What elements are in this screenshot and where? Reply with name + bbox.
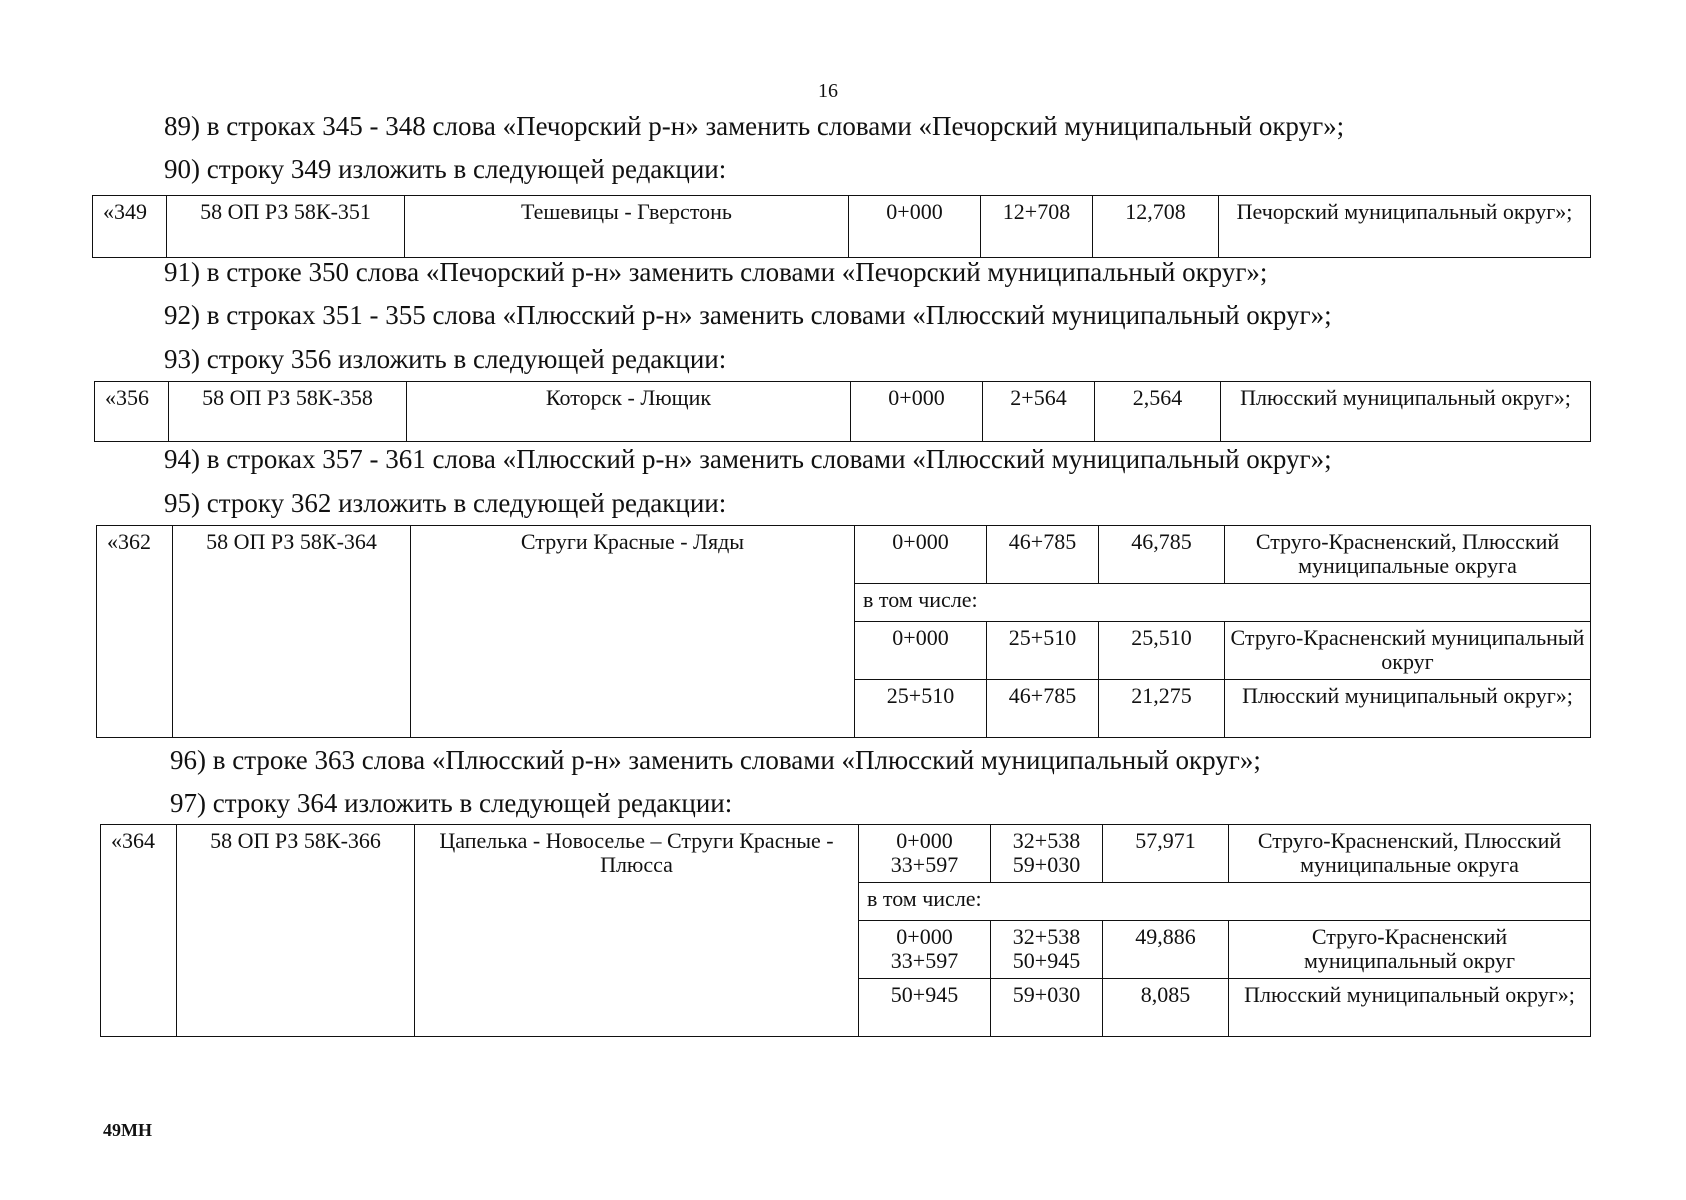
length-km: 2,564 [1095, 382, 1221, 442]
road-code: 58 ОП РЗ 58К-366 [177, 825, 415, 1037]
start-km: 0+000 [851, 382, 983, 442]
end-km: 12+708 [981, 196, 1093, 258]
start-km: 0+000 [855, 526, 987, 584]
paragraph-95: 95) строку 362 изложить в следующей редакции: [164, 488, 727, 518]
end-km: 46+785 [987, 526, 1099, 584]
paragraph-93: 93) строку 356 изложить в следующей редакции: [164, 344, 727, 374]
paragraph-89: 89) в строках 345 - 348 слова «Печорский р-н» заменить словами «Печорский муниципальный округ»; [164, 111, 1345, 141]
road-code: 58 ОП РЗ 58К-351 [167, 196, 405, 258]
road-code: 58 ОП РЗ 58К-364 [173, 526, 411, 738]
road-name: Струги Красные - Ляды [411, 526, 855, 738]
sub-start-km [859, 979, 991, 1037]
start-km-line-1: 0+000 [896, 828, 953, 853]
end-km-line-2: 59+030 [1012, 852, 1081, 877]
length-km: 12,708 [1093, 196, 1219, 258]
district: Струго-Красненский, Плюсский муниципальные округа [1229, 825, 1591, 883]
row-number: «364 [101, 825, 177, 1037]
table-row-364 [100, 824, 1591, 1037]
road-name: Которск - Лющик [407, 382, 851, 442]
start-km [859, 825, 991, 883]
table-row-349 [92, 195, 1591, 258]
sub-end-km [991, 921, 1103, 979]
sub-start-km-line-1: 50+945 [890, 982, 959, 1007]
road-name: Цапелька - Новоселье – Струги Красные - Плюсса [415, 825, 859, 1037]
paragraph-92: 92) в строках 351 - 355 слова «Плюсский р-н» заменить словами «Плюсский муниципальный округ»; [164, 300, 1332, 330]
sub-end-km-line-1: 32+538 [1012, 924, 1081, 949]
sub-district: Плюсский муниципальный округ»; [1225, 680, 1591, 738]
row-number: «349 [93, 196, 167, 258]
sub-district: Струго-Красненский муниципальный округ [1225, 622, 1591, 680]
sub-start-km-line-1: 0+000 [896, 924, 953, 949]
end-km-line-1: 32+538 [1012, 828, 1081, 853]
start-km-line-2: 33+597 [890, 852, 959, 877]
length-km: 57,971 [1103, 825, 1229, 883]
sub-length-km: 8,085 [1103, 979, 1229, 1037]
sub-end-km-line-2: 50+945 [1012, 948, 1081, 973]
sub-start-km [859, 921, 991, 979]
including-label: в том числе: [855, 584, 1591, 622]
start-km: 0+000 [849, 196, 981, 258]
sub-length-km: 49,886 [1103, 921, 1229, 979]
paragraph-96: 96) в строке 363 слова «Плюсский р-н» заменить словами «Плюсский муниципальный округ»; [170, 745, 1261, 775]
sub-end-km-line-1: 59+030 [1012, 982, 1081, 1007]
sub-end-km: 46+785 [987, 680, 1099, 738]
sub-district: Плюсский муниципальный округ»; [1229, 979, 1591, 1037]
paragraph-91: 91) в строке 350 слова «Печорский р-н» заменить словами «Печорский муниципальный округ»; [164, 257, 1268, 287]
sub-end-km: 25+510 [987, 622, 1099, 680]
document-code: 49МН [103, 1120, 152, 1140]
page-number: 16 [818, 80, 838, 102]
length-km: 46,785 [1099, 526, 1225, 584]
road-code: 58 ОП РЗ 58К-358 [169, 382, 407, 442]
district: Печорский муниципальный округ»; [1219, 196, 1591, 258]
end-km [991, 825, 1103, 883]
sub-start-km-line-2: 33+597 [890, 948, 959, 973]
paragraph-94: 94) в строках 357 - 361 слова «Плюсский р-н» заменить словами «Плюсский муниципальный округ»; [164, 444, 1332, 474]
sub-length-km: 21,275 [1099, 680, 1225, 738]
paragraph-90: 90) строку 349 изложить в следующей редакции: [164, 154, 727, 184]
end-km: 2+564 [983, 382, 1095, 442]
row-number: «356 [95, 382, 169, 442]
district: Струго-Красненский, Плюсский муниципальные округа [1225, 526, 1591, 584]
table-row-356 [94, 381, 1591, 442]
table-row-362 [96, 525, 1591, 738]
sub-start-km: 0+000 [855, 622, 987, 680]
sub-district: Струго-Красненский муниципальный округ [1229, 921, 1591, 979]
road-name: Тешевицы - Гверстонь [405, 196, 849, 258]
including-label: в том числе: [859, 883, 1591, 921]
sub-end-km [991, 979, 1103, 1037]
district: Плюсский муниципальный округ»; [1221, 382, 1591, 442]
paragraph-97: 97) строку 364 изложить в следующей редакции: [170, 788, 733, 818]
row-number: «362 [97, 526, 173, 738]
sub-length-km: 25,510 [1099, 622, 1225, 680]
sub-start-km: 25+510 [855, 680, 987, 738]
